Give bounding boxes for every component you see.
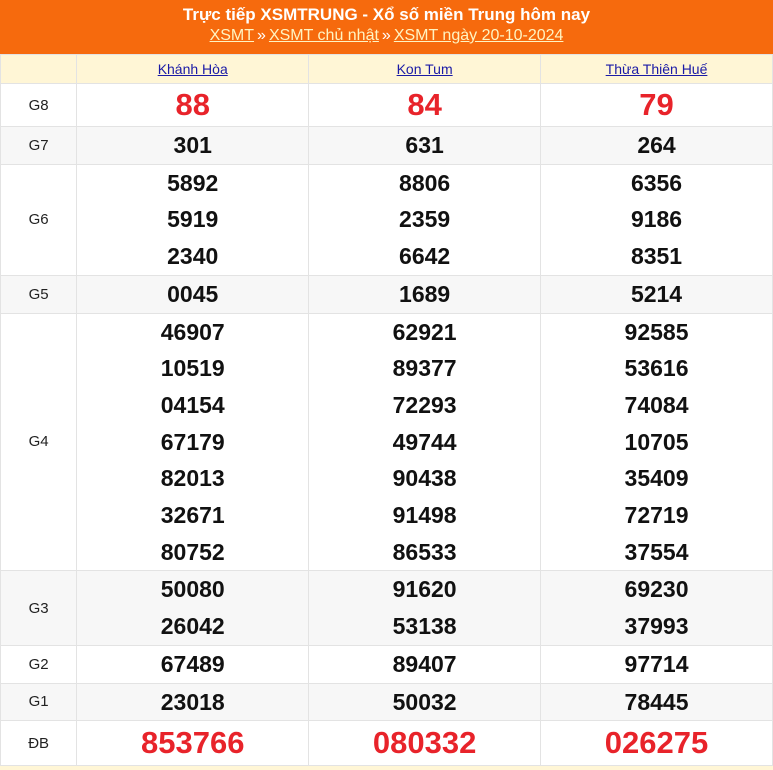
prize-cell bbox=[541, 721, 773, 766]
prize-cell bbox=[309, 721, 541, 766]
prize-number: 53138 bbox=[392, 613, 457, 640]
prize-number: 53616 bbox=[624, 355, 689, 382]
province-header bbox=[541, 55, 773, 84]
prize-label: ĐB bbox=[1, 721, 77, 766]
breadcrumb-link-xsmt[interactable]: XSMT bbox=[209, 27, 255, 44]
special-prize-number: 026275 bbox=[604, 725, 709, 761]
prize-cell bbox=[309, 645, 541, 683]
prize-number: 50032 bbox=[392, 688, 457, 715]
results-header bbox=[0, 0, 773, 54]
breadcrumb-separator: » bbox=[381, 27, 391, 44]
prize-cell bbox=[77, 127, 309, 165]
prize-number: 50080 bbox=[160, 576, 225, 603]
prize-cell bbox=[309, 127, 541, 165]
prize-cell bbox=[541, 127, 773, 165]
prize-number: 5892 bbox=[167, 169, 219, 196]
prize-row bbox=[1, 84, 773, 127]
prize-row bbox=[1, 313, 773, 571]
prize-number: 89377 bbox=[392, 355, 457, 382]
prize-number: 72719 bbox=[624, 502, 689, 529]
prize-label: G5 bbox=[1, 275, 77, 313]
prize-number: 9186 bbox=[630, 206, 683, 233]
prize-number: 04154 bbox=[160, 391, 225, 418]
province-header bbox=[309, 55, 541, 84]
prize-cell bbox=[541, 645, 773, 683]
prize-cell bbox=[77, 164, 309, 275]
prize-row bbox=[1, 275, 773, 313]
prize-number: 0045 bbox=[167, 280, 219, 307]
table-footer-line bbox=[0, 766, 773, 770]
prize-cell bbox=[309, 571, 541, 645]
prize-number: 5919 bbox=[167, 206, 219, 233]
prize-number: 32671 bbox=[160, 502, 225, 529]
prize-cell bbox=[541, 683, 773, 721]
prize-number: 90438 bbox=[392, 465, 457, 492]
province-header bbox=[77, 55, 309, 84]
prize-number: 2340 bbox=[167, 243, 219, 270]
prize-number: 49744 bbox=[392, 428, 457, 455]
prize-number: 82013 bbox=[160, 465, 225, 492]
prize-number: 2359 bbox=[399, 206, 451, 233]
prize-number: 80752 bbox=[160, 538, 225, 565]
prize-number: 74084 bbox=[624, 391, 689, 418]
prize-number: 79 bbox=[639, 87, 674, 122]
prize-number: 23018 bbox=[160, 688, 225, 715]
province-link-thua-thien-hue[interactable]: Thừa Thiên Huế bbox=[605, 61, 708, 77]
prize-number: 8351 bbox=[630, 243, 683, 270]
prize-cell bbox=[541, 164, 773, 275]
prize-cell bbox=[77, 645, 309, 683]
prize-number: 37993 bbox=[624, 613, 689, 640]
prize-label: G6 bbox=[1, 164, 77, 275]
prize-cell bbox=[309, 164, 541, 275]
prize-cell bbox=[77, 313, 309, 571]
prize-cell bbox=[309, 683, 541, 721]
prize-number: 301 bbox=[173, 132, 212, 158]
province-link-kon-tum[interactable]: Kon Tum bbox=[396, 61, 453, 77]
prize-label: G3 bbox=[1, 571, 77, 645]
prize-number: 67179 bbox=[160, 428, 225, 455]
prize-label: G4 bbox=[1, 313, 77, 571]
prize-cell bbox=[77, 571, 309, 645]
prize-number: 67489 bbox=[160, 650, 225, 677]
prize-number: 26042 bbox=[160, 613, 225, 640]
prize-row bbox=[1, 127, 773, 165]
prize-label: G7 bbox=[1, 127, 77, 165]
breadcrumb-link-weekday[interactable]: XSMT chủ nhật bbox=[268, 27, 379, 44]
prize-number: 35409 bbox=[624, 465, 689, 492]
prize-label: G1 bbox=[1, 683, 77, 721]
prize-number: 72293 bbox=[392, 391, 457, 418]
prize-number: 37554 bbox=[624, 538, 689, 565]
prize-number: 86533 bbox=[392, 538, 457, 565]
breadcrumb-separator: » bbox=[257, 27, 266, 44]
prize-number: 62921 bbox=[392, 318, 457, 345]
breadcrumb-link-date[interactable]: XSMT ngày 20-10-2024 bbox=[393, 27, 564, 44]
prize-cell bbox=[77, 275, 309, 313]
prize-number: 84 bbox=[407, 87, 442, 122]
prize-number: 78445 bbox=[624, 688, 689, 715]
prize-row bbox=[1, 164, 773, 275]
prize-row bbox=[1, 721, 773, 766]
prize-label: G8 bbox=[1, 84, 77, 127]
prize-number: 6642 bbox=[399, 243, 451, 270]
prize-number: 69230 bbox=[624, 576, 689, 603]
prize-row bbox=[1, 571, 773, 645]
prize-label: G2 bbox=[1, 645, 77, 683]
prize-number: 5214 bbox=[630, 280, 683, 307]
prize-number: 91620 bbox=[392, 576, 457, 603]
prize-cell bbox=[77, 721, 309, 766]
province-header-row bbox=[1, 55, 773, 84]
prize-number: 1689 bbox=[399, 280, 451, 307]
special-prize-number: 853766 bbox=[141, 725, 245, 761]
special-prize-number: 080332 bbox=[372, 725, 477, 761]
corner-cell bbox=[1, 55, 77, 84]
prize-cell bbox=[309, 313, 541, 571]
prize-number: 264 bbox=[637, 132, 676, 158]
results-table bbox=[0, 54, 773, 766]
prize-cell bbox=[77, 84, 309, 127]
prize-number: 6356 bbox=[630, 169, 683, 196]
prize-cell bbox=[541, 84, 773, 127]
prize-cell bbox=[541, 275, 773, 313]
page-title: Trực tiếp XSMTRUNG - Xổ số miền Trung hôm nay bbox=[182, 5, 591, 24]
province-link-khanh-hoa[interactable]: Khánh Hòa bbox=[157, 61, 228, 77]
prize-number: 631 bbox=[405, 132, 444, 158]
prize-row bbox=[1, 683, 773, 721]
prize-number: 10705 bbox=[624, 428, 689, 455]
breadcrumb bbox=[0, 26, 773, 46]
prize-number: 88 bbox=[175, 87, 210, 122]
prize-number: 46907 bbox=[160, 318, 225, 345]
prize-number: 10519 bbox=[160, 355, 225, 382]
prize-table-body bbox=[1, 84, 773, 766]
prize-cell bbox=[309, 275, 541, 313]
prize-cell bbox=[77, 683, 309, 721]
prize-number: 92585 bbox=[624, 318, 689, 345]
prize-cell bbox=[309, 84, 541, 127]
prize-cell bbox=[541, 571, 773, 645]
prize-number: 89407 bbox=[392, 650, 457, 677]
prize-number: 91498 bbox=[392, 502, 457, 529]
prize-number: 8806 bbox=[399, 169, 451, 196]
prize-row bbox=[1, 645, 773, 683]
prize-cell bbox=[541, 313, 773, 571]
prize-number: 97714 bbox=[624, 650, 689, 677]
